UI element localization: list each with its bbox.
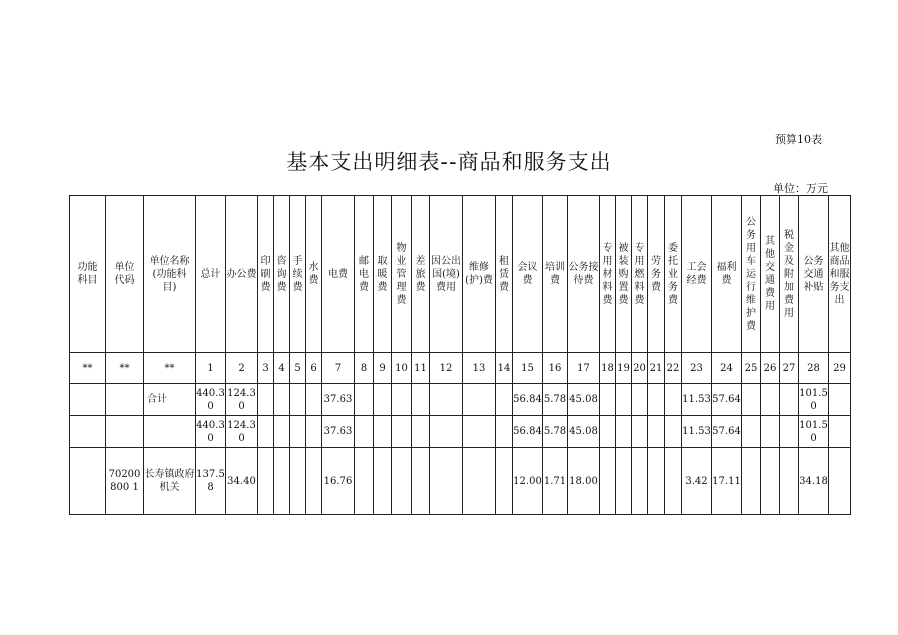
column-header: 租赁费 [496, 196, 513, 353]
table-cell [829, 416, 851, 448]
column-header: 公务用车运行维护费 [742, 196, 761, 353]
table-row [70, 448, 851, 515]
table-cell [665, 448, 682, 515]
column-number: 5 [290, 353, 306, 384]
column-header: 其他商品和服务支出 [829, 196, 851, 353]
column-header: 取暖费 [374, 196, 392, 353]
column-number: ** [106, 353, 144, 384]
table-cell [430, 384, 463, 416]
table-cell [412, 416, 430, 448]
table-cell [355, 416, 374, 448]
column-number: 16 [543, 353, 568, 384]
column-number: 18 [600, 353, 616, 384]
unit-label: 单位：万元 [773, 182, 828, 195]
column-header: 公务接待费 [568, 196, 600, 353]
table-cell [374, 384, 392, 416]
table-cell [829, 384, 851, 416]
column-number: 21 [648, 353, 665, 384]
table-cell [742, 416, 761, 448]
column-header: 委托业务费 [665, 196, 682, 353]
column-number: ** [70, 353, 106, 384]
table-cell [761, 448, 780, 515]
column-number: 8 [355, 353, 374, 384]
table-cell: 440.30 [196, 416, 226, 448]
table-cell: 124.30 [226, 416, 258, 448]
table-cell [290, 416, 306, 448]
table-cell [258, 416, 274, 448]
column-header: 税金及附加费用 [780, 196, 799, 353]
table-cell [258, 448, 274, 515]
column-header: 福利费 [712, 196, 742, 353]
table-cell [290, 448, 306, 515]
table-cell [780, 448, 799, 515]
table-cell: 16.76 [322, 448, 355, 515]
table-cell [355, 448, 374, 515]
column-header: 单位名称(功能科目) [144, 196, 196, 353]
table-cell: 440.30 [196, 384, 226, 416]
column-number: 7 [322, 353, 355, 384]
table-cell [632, 384, 648, 416]
column-header: 功能科目 [70, 196, 106, 353]
table-row [70, 384, 851, 416]
column-number: 29 [829, 353, 851, 384]
table-cell [274, 448, 290, 515]
column-number: 13 [463, 353, 496, 384]
column-number: 28 [799, 353, 829, 384]
column-number: ** [144, 353, 196, 384]
table-cell: 17.11 [712, 448, 742, 515]
column-number: 9 [374, 353, 392, 384]
column-number: 2 [226, 353, 258, 384]
table-cell [780, 384, 799, 416]
table-cell [600, 416, 616, 448]
column-header: 工会经费 [682, 196, 712, 353]
table-cell [761, 416, 780, 448]
table-cell: 57.64 [712, 384, 742, 416]
column-header: 其他交通费用 [761, 196, 780, 353]
column-number: 17 [568, 353, 600, 384]
column-header: 物业管理费 [392, 196, 412, 353]
table-cell [430, 416, 463, 448]
table-cell: 37.63 [322, 384, 355, 416]
table-cell [665, 416, 682, 448]
table-cell: 124.30 [226, 384, 258, 416]
table-cell: 3.42 [682, 448, 712, 515]
table-cell [274, 384, 290, 416]
table-cell: 34.18 [799, 448, 829, 515]
column-number: 14 [496, 353, 513, 384]
table-cell [665, 384, 682, 416]
column-header: 水费 [306, 196, 322, 353]
table-cell [780, 416, 799, 448]
table-cell: 70200800 1 [106, 448, 144, 515]
table-cell [616, 416, 632, 448]
table-cell [632, 448, 648, 515]
table-cell: 34.40 [226, 448, 258, 515]
column-header: 总计 [196, 196, 226, 353]
column-number: 25 [742, 353, 761, 384]
table-cell [412, 448, 430, 515]
table-cell [463, 448, 496, 515]
form-tag: 预算10表 [775, 133, 822, 146]
column-header: 劳务费 [648, 196, 665, 353]
column-number: 1 [196, 353, 226, 384]
table-cell [761, 384, 780, 416]
table-cell [70, 448, 106, 515]
column-number: 6 [306, 353, 322, 384]
column-header: 专用材料费 [600, 196, 616, 353]
column-number: 15 [513, 353, 543, 384]
column-header: 培训费 [543, 196, 568, 353]
table-cell [106, 384, 144, 416]
column-header: 邮电费 [355, 196, 374, 353]
table-cell: 56.84 [513, 384, 543, 416]
table-cell [829, 448, 851, 515]
column-number: 27 [780, 353, 799, 384]
table-cell [306, 384, 322, 416]
page-title: 基本支出明细表--商品和服务支出 [286, 150, 612, 174]
column-number: 11 [412, 353, 430, 384]
table-cell [374, 448, 392, 515]
table-cell: 1.71 [543, 448, 568, 515]
table-cell [632, 416, 648, 448]
table-cell: 长寿镇政府机关 [144, 448, 196, 515]
column-header: 单位代码 [106, 196, 144, 353]
table-cell [430, 448, 463, 515]
table-cell [600, 384, 616, 416]
table-cell [374, 416, 392, 448]
table-row [70, 353, 851, 384]
table-row [70, 416, 851, 448]
table-cell [392, 448, 412, 515]
column-header: 专用燃料费 [632, 196, 648, 353]
table-cell [463, 416, 496, 448]
table-cell: 45.08 [568, 384, 600, 416]
table-cell: 12.00 [513, 448, 543, 515]
column-header: 手续费 [290, 196, 306, 353]
table-cell [496, 448, 513, 515]
column-number: 22 [665, 353, 682, 384]
column-number: 3 [258, 353, 274, 384]
table-cell: 56.84 [513, 416, 543, 448]
column-number: 4 [274, 353, 290, 384]
column-header: 因公出国(境)费用 [430, 196, 463, 353]
table-cell [274, 416, 290, 448]
table-cell [742, 448, 761, 515]
table-cell [463, 384, 496, 416]
table-cell [70, 416, 106, 448]
table-cell: 18.00 [568, 448, 600, 515]
table-cell: 101.50 [799, 384, 829, 416]
table-cell [392, 416, 412, 448]
column-number: 23 [682, 353, 712, 384]
column-number: 19 [616, 353, 632, 384]
table-cell: 57.64 [712, 416, 742, 448]
table-cell [616, 384, 632, 416]
table-cell: 11.53 [682, 384, 712, 416]
table-cell [496, 384, 513, 416]
table-cell: 合计 [144, 384, 196, 416]
table-cell [144, 416, 196, 448]
table-cell [742, 384, 761, 416]
table-cell [648, 384, 665, 416]
column-header: 印刷费 [258, 196, 274, 353]
table-cell [290, 384, 306, 416]
column-header: 办公费 [226, 196, 258, 353]
column-header: 公务交通补贴 [799, 196, 829, 353]
column-number: 10 [392, 353, 412, 384]
column-header: 维修(护)费 [463, 196, 496, 353]
table-cell [412, 384, 430, 416]
table-cell: 5.78 [543, 416, 568, 448]
table-cell: 37.63 [322, 416, 355, 448]
table-cell [648, 416, 665, 448]
table-cell: 101.50 [799, 416, 829, 448]
column-number: 20 [632, 353, 648, 384]
table-cell [106, 416, 144, 448]
column-number: 26 [761, 353, 780, 384]
table-cell [496, 416, 513, 448]
table-cell: 45.08 [568, 416, 600, 448]
table-cell [355, 384, 374, 416]
table-cell: 11.53 [682, 416, 712, 448]
column-header: 被装购置费 [616, 196, 632, 353]
table-cell [392, 384, 412, 416]
table-cell: 5.78 [543, 384, 568, 416]
column-number: 12 [430, 353, 463, 384]
table-cell [306, 416, 322, 448]
column-header: 差旅费 [412, 196, 430, 353]
table-cell [70, 384, 106, 416]
table-cell [600, 448, 616, 515]
table-cell [306, 448, 322, 515]
table-cell [648, 448, 665, 515]
table-cell [258, 384, 274, 416]
column-header: 咨询费 [274, 196, 290, 353]
table-row [70, 196, 851, 353]
column-header: 电费 [322, 196, 355, 353]
table-cell: 137.58 [196, 448, 226, 515]
expense-table [69, 195, 851, 515]
column-header: 会议费 [513, 196, 543, 353]
column-number: 24 [712, 353, 742, 384]
table-cell [616, 448, 632, 515]
